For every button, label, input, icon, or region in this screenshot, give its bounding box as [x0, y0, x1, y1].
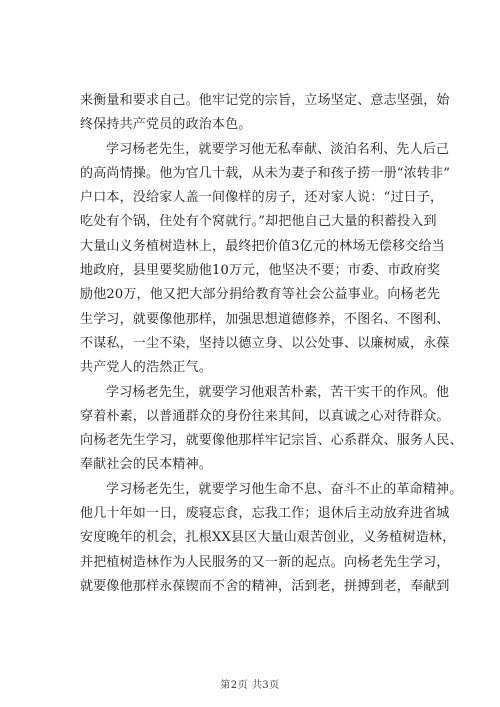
text-line: 就要像他那样永葆锲而不舍的精神，活到老，拼搏到老，奉献到 — [80, 578, 450, 594]
text-line: 地政府，县里要奖励他10万元，他坚决不要；市委、市政府奖 — [80, 263, 441, 279]
document-body — [80, 89, 463, 599]
text-line: 不谋私，一尘不染，坚持以德立身、以公处事、以廉树威，永葆 — [80, 335, 450, 351]
text-line: 学习杨老先生，就要学习他生命不息、奋斗不止的革命精神。 — [106, 481, 463, 497]
text-line: 学习杨老先生，就要学习他无私奉献、淡泊名利、先人后己 — [106, 141, 450, 157]
text-line: 励他20万，他又把大部分捐给教育等社会公益事业。向杨老先 — [80, 287, 441, 303]
body-paragraph — [80, 478, 463, 599]
text-line: 终保持共产党员的政治本色。 — [80, 117, 252, 133]
text-line: 奉献社会的民本精神。 — [80, 457, 213, 473]
body-paragraph — [80, 381, 463, 478]
text-line: 户口本，没给家人盖一间像样的房子，还对家人说：“过日子， — [80, 190, 444, 206]
text-line: 来衡量和要求自己。他牢记党的宗旨，立场坚定、意志坚强，始 — [80, 93, 450, 108]
text-line: 大量山义务植树造林上，最终把价值3亿元的林场无偿移交给当 — [80, 238, 445, 254]
text-line: 吃处有个锅，住处有个窝就行。”却把他自己大量的积蓄投入到 — [80, 214, 437, 230]
text-line: 穿着朴素，以普通群众的身份往来其间，以真诚之心对待群众。 — [80, 408, 450, 424]
body-paragraph — [80, 89, 450, 138]
text-line: 共产党人的浩然正气。 — [80, 360, 213, 376]
text-line: 的高尚情操。他为官几十载，从未为妻子和孩子捞一册“浓转非” — [80, 165, 451, 181]
text-line: 向杨老先生学习，就要像他那样牢记宗旨、心系群众、服务人民、 — [80, 433, 463, 449]
text-line: 他几十年如一日，废寝忘食，忘我工作；退休后主动放弃进省城 — [80, 506, 450, 522]
text-line: 并把植树造林作为人民服务的又一新的起点。向杨老先生学习， — [80, 554, 450, 570]
text-line: 学习杨老先生，就要学习他艰苦朴素，苦干实干的作风。他 — [106, 384, 450, 400]
text-line: 生学习，就要像他那样，加强思想道德修养，不图名、不图利、 — [80, 311, 450, 327]
page-footer: 第2页 共3页 — [220, 680, 280, 691]
text-line: 安度晚年的机会，扎根XX县区大量山艰苦创业，义务植树造林， — [80, 530, 456, 546]
body-paragraph — [80, 138, 451, 381]
